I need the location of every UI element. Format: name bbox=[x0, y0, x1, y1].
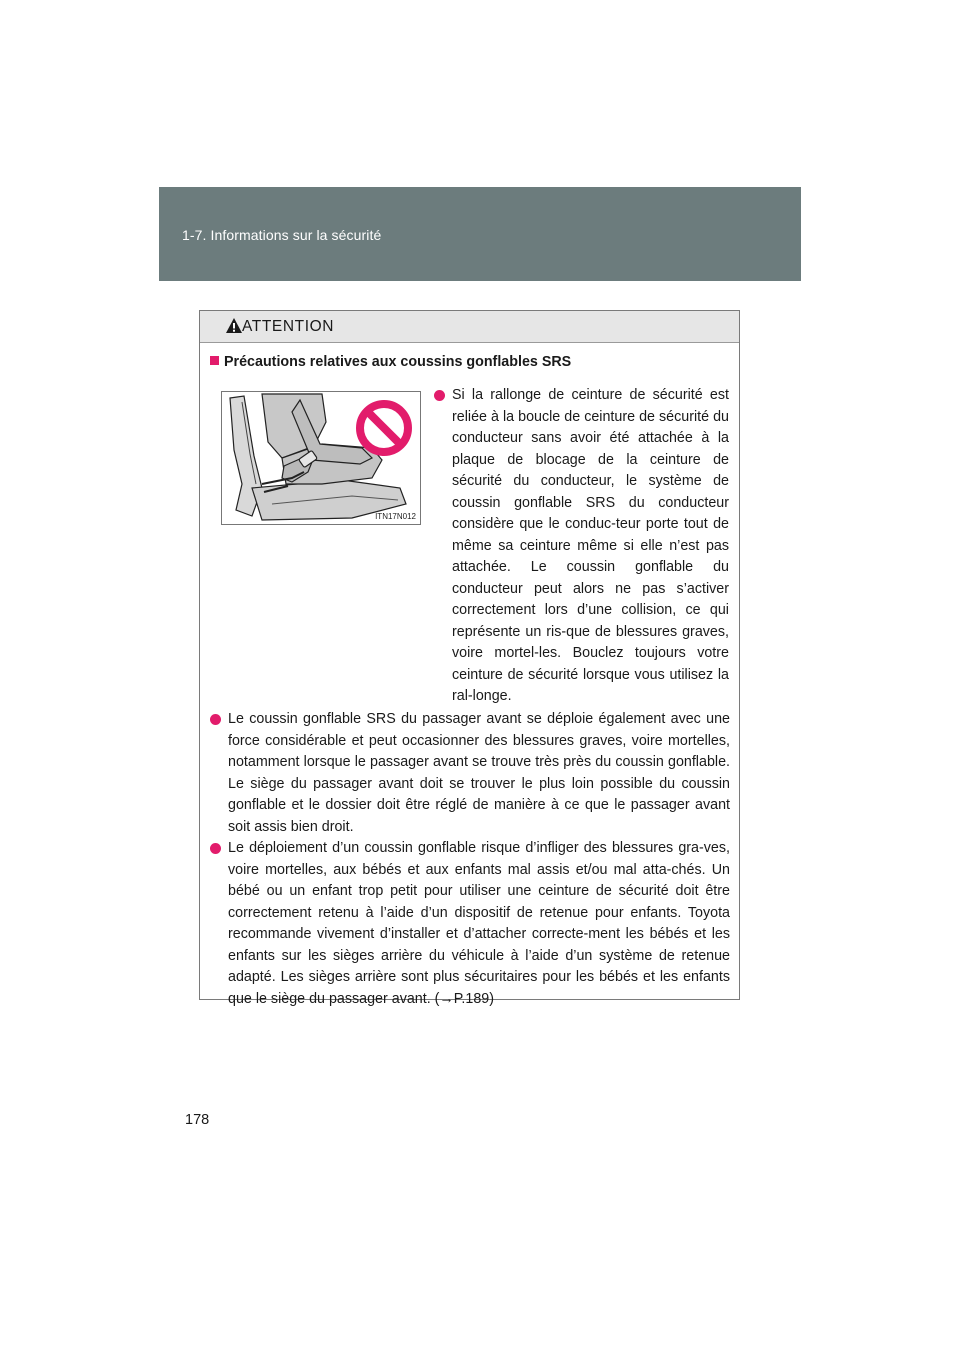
bullet-dot-icon bbox=[434, 390, 445, 401]
figure-code: ITN17N012 bbox=[375, 512, 416, 521]
seatbelt-drawing bbox=[222, 392, 420, 524]
warning-label: ATTENTION bbox=[242, 318, 335, 335]
warning-header bbox=[200, 311, 739, 343]
bullet-item bbox=[210, 838, 730, 1010]
square-bullet-icon bbox=[210, 356, 219, 365]
subheading-text: Précautions relatives aux coussins gonflables SRS bbox=[224, 354, 572, 370]
bullet-item bbox=[434, 385, 729, 708]
bullet-item bbox=[210, 709, 730, 838]
section-title: 1-7. Informations sur la sécurité bbox=[182, 227, 382, 243]
seatbelt-illustration bbox=[221, 391, 421, 525]
bullet-dot-icon bbox=[210, 714, 221, 725]
warning-box bbox=[199, 310, 740, 1007]
bullet-text: Si la rallonge de ceinture de sécurité est reliée à la boucle de ceinture de sécurité du conducteur sans avoir été attachée à la plaque de blocage de la ceinture de sécurité du conducteur, le système de coussin gonflable SRS du conducteur considère que le conduc-teur porte tout de même sa ceinture même si elle n’est pas attachée. Le coussin gonflable du conducteur peut alors ne pas s’activer correctement lors d’une collision, ce qui représente un ris-que de blessures graves, voire mortel-les. Bouclez toujours votre ceinture de sécurité lorsque vous utilisez la ral-longe. bbox=[452, 387, 729, 704]
bullet-text: Le coussin gonflable SRS du passager avant se déploie également avec une force considérable et peut occasionner des blessures graves, voire mortelles, notamment lorsque le passager avant se trouve très près du coussin gonflable. Le siège du passager avant doit se trouver le plus loin possible du coussin gonflable et le dossier doit être réglé de manière à ce que le passager avant soit assis bien droit. bbox=[228, 711, 730, 835]
warning-triangle-icon bbox=[225, 317, 243, 334]
bullet-text: Le déploiement d’un coussin gonflable risque d’infliger des blessures gra-ves, voire mortelles, aux bébés et aux enfants mal assis et/ou mal atta-chés. Un bébé ou un enfant trop petit pour utiliser une ceinture de sécurité doit être correctement retenu à l’aide d’un dispositif de retenue pour enfants. Toyota recommande vivement d’installer et d’attacher correcte-ment les bébés et les enfants sur les sièges arrière du véhicule à l’aide d’un système de retenue adapté. Les sièges arrière sont plus sécuritaires pour les bébés et les enfants que le siège du passager avant. (→P.189) bbox=[228, 840, 730, 1007]
warning-subheading bbox=[210, 354, 571, 370]
bullet-dot-icon bbox=[210, 843, 221, 854]
header-band bbox=[159, 187, 801, 281]
page-number: 178 bbox=[185, 1112, 210, 1128]
